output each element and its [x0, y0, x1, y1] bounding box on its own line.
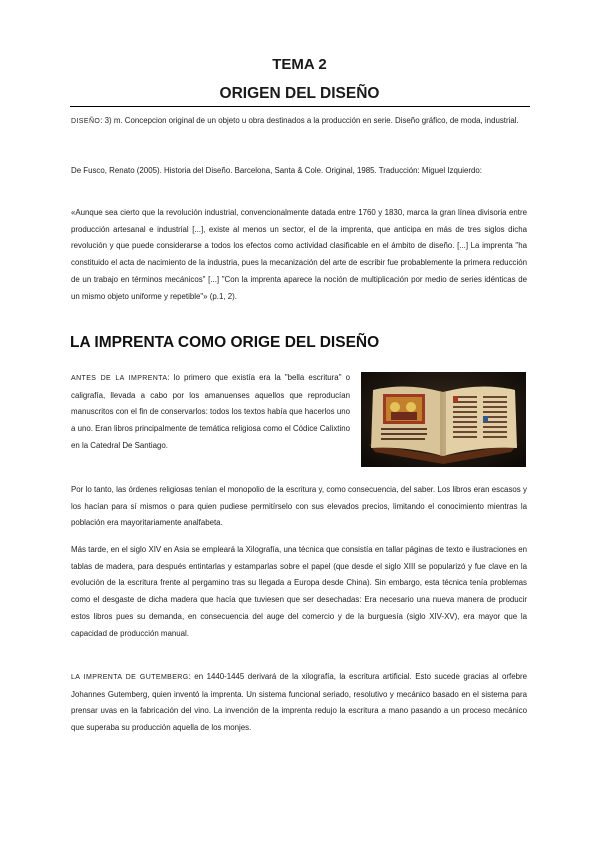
definition-term: DISEÑO [71, 118, 101, 125]
citation-paragraph: De Fusco, Renato (2005). Historia del Diseño. Barcelona, Santa & Cole. Original, 1985. Traducción: Miguel Izquierdo: [71, 166, 482, 175]
definition-paragraph [71, 113, 527, 131]
topic-number-title: TEMA 2 [272, 56, 327, 73]
antes-lead: ANTES DE LA IMPRENTA [71, 375, 168, 382]
page-title: ORIGEN DEL DISEÑO [219, 85, 380, 102]
xilografia-paragraph: Más tarde, en el siglo XIV en Asia se empleará la Xilografía, una técnica que consistía en tallar páginas de texto e ilustraciones en tablas de madera, para después entintarlas y estamparlas sobre el papel (que desde el siglo XIII se popularizó y fue clave en la evolución de la escritura frente al pergamino tras su llegada a Europa desde China). Sin embargo, esta técnica tenía problemas como el desgaste de dicha madera que hacía que tuviesen que ser desechadas: Era necesario una nueva manera de producir estos libros pues su demanda, en consecuencia del auge del comercio y de la burguesía (siglo XIV-XV), era mayor que la capacidad de producción manual. [71, 545, 527, 638]
title-divider [70, 106, 530, 107]
ordenes-paragraph: Por lo tanto, las órdenes religiosas tenían el monopolio de la escritura y, como consecuencia, del saber. Los libros eran escasos y los hacían para sí mismos o para quien pudiese permitírselo con sus elevados precios, limitando el conocimiento mientras la población era mayoritariamente analfabeta. [71, 485, 527, 528]
definition-text: : 3) m. Concepcion original de un objeto u obra destinados a la producción en serie. Diseño gráfico, de moda, industrial. [100, 116, 519, 125]
antes-paragraph [71, 370, 350, 455]
antes-text: : lo primero que existía era la "bella escritura" o caligrafía, llevada a cabo por los amanuenses aquellos que reproducían manuscritos con el fin de conservarlos: todos los textos había que hacerlos uno a uno. Eran libros principalmente de temática religiosa como el Códice Calixtino en la Catedral De Santiago. [71, 373, 350, 450]
quote-paragraph: «Aunque sea cierto que la revolución industrial, convencionalmente datada entre 1760 y 1830, marca la gran línea divisoria entre producción artesanal e industrial [...], existe al menos un sector, el de la imprenta, que anticipa en más de tres siglos dicha revolución y que puede considerarse a todos los efectos como actividad clasificable en el ámbito de diseño. [...] La imprenta "ha constituido el acta de nacimiento de la industria, pues la mecanización del arte de escribir fue probablemente la primera reducción de un trabajo en términos mecánicos" [...] "Con la imprenta aparece la noción de multiplicación por medio de series idénticas de un mismo objeto uniforme y repetible"» (p.1, 2). [71, 208, 527, 301]
gutenberg-text: : en 1440-1445 derivará de la xilografía, la escritura artificial. Esto sucede gracias al orfebre Johannes Gutemberg, quien inventó la imprenta. Un sistema funcional seriado, resolutivo y mecánico basado en el sistema para prensar uvas en la fabricación del vino. La invención de la imprenta redujo la escritura a mano pasando a un proceso mecánico que superaba su producción aquella de los monjes. [71, 672, 527, 733]
section-heading: LA IMPRENTA COMO ORIGE DEL DISEÑO [70, 334, 380, 351]
gutenberg-lead: LA IMPRENTA DE GUTEMBERG [71, 674, 189, 681]
manuscript-illustration [361, 372, 526, 467]
gutenberg-paragraph [71, 669, 527, 737]
manuscript-book-image [361, 372, 526, 467]
